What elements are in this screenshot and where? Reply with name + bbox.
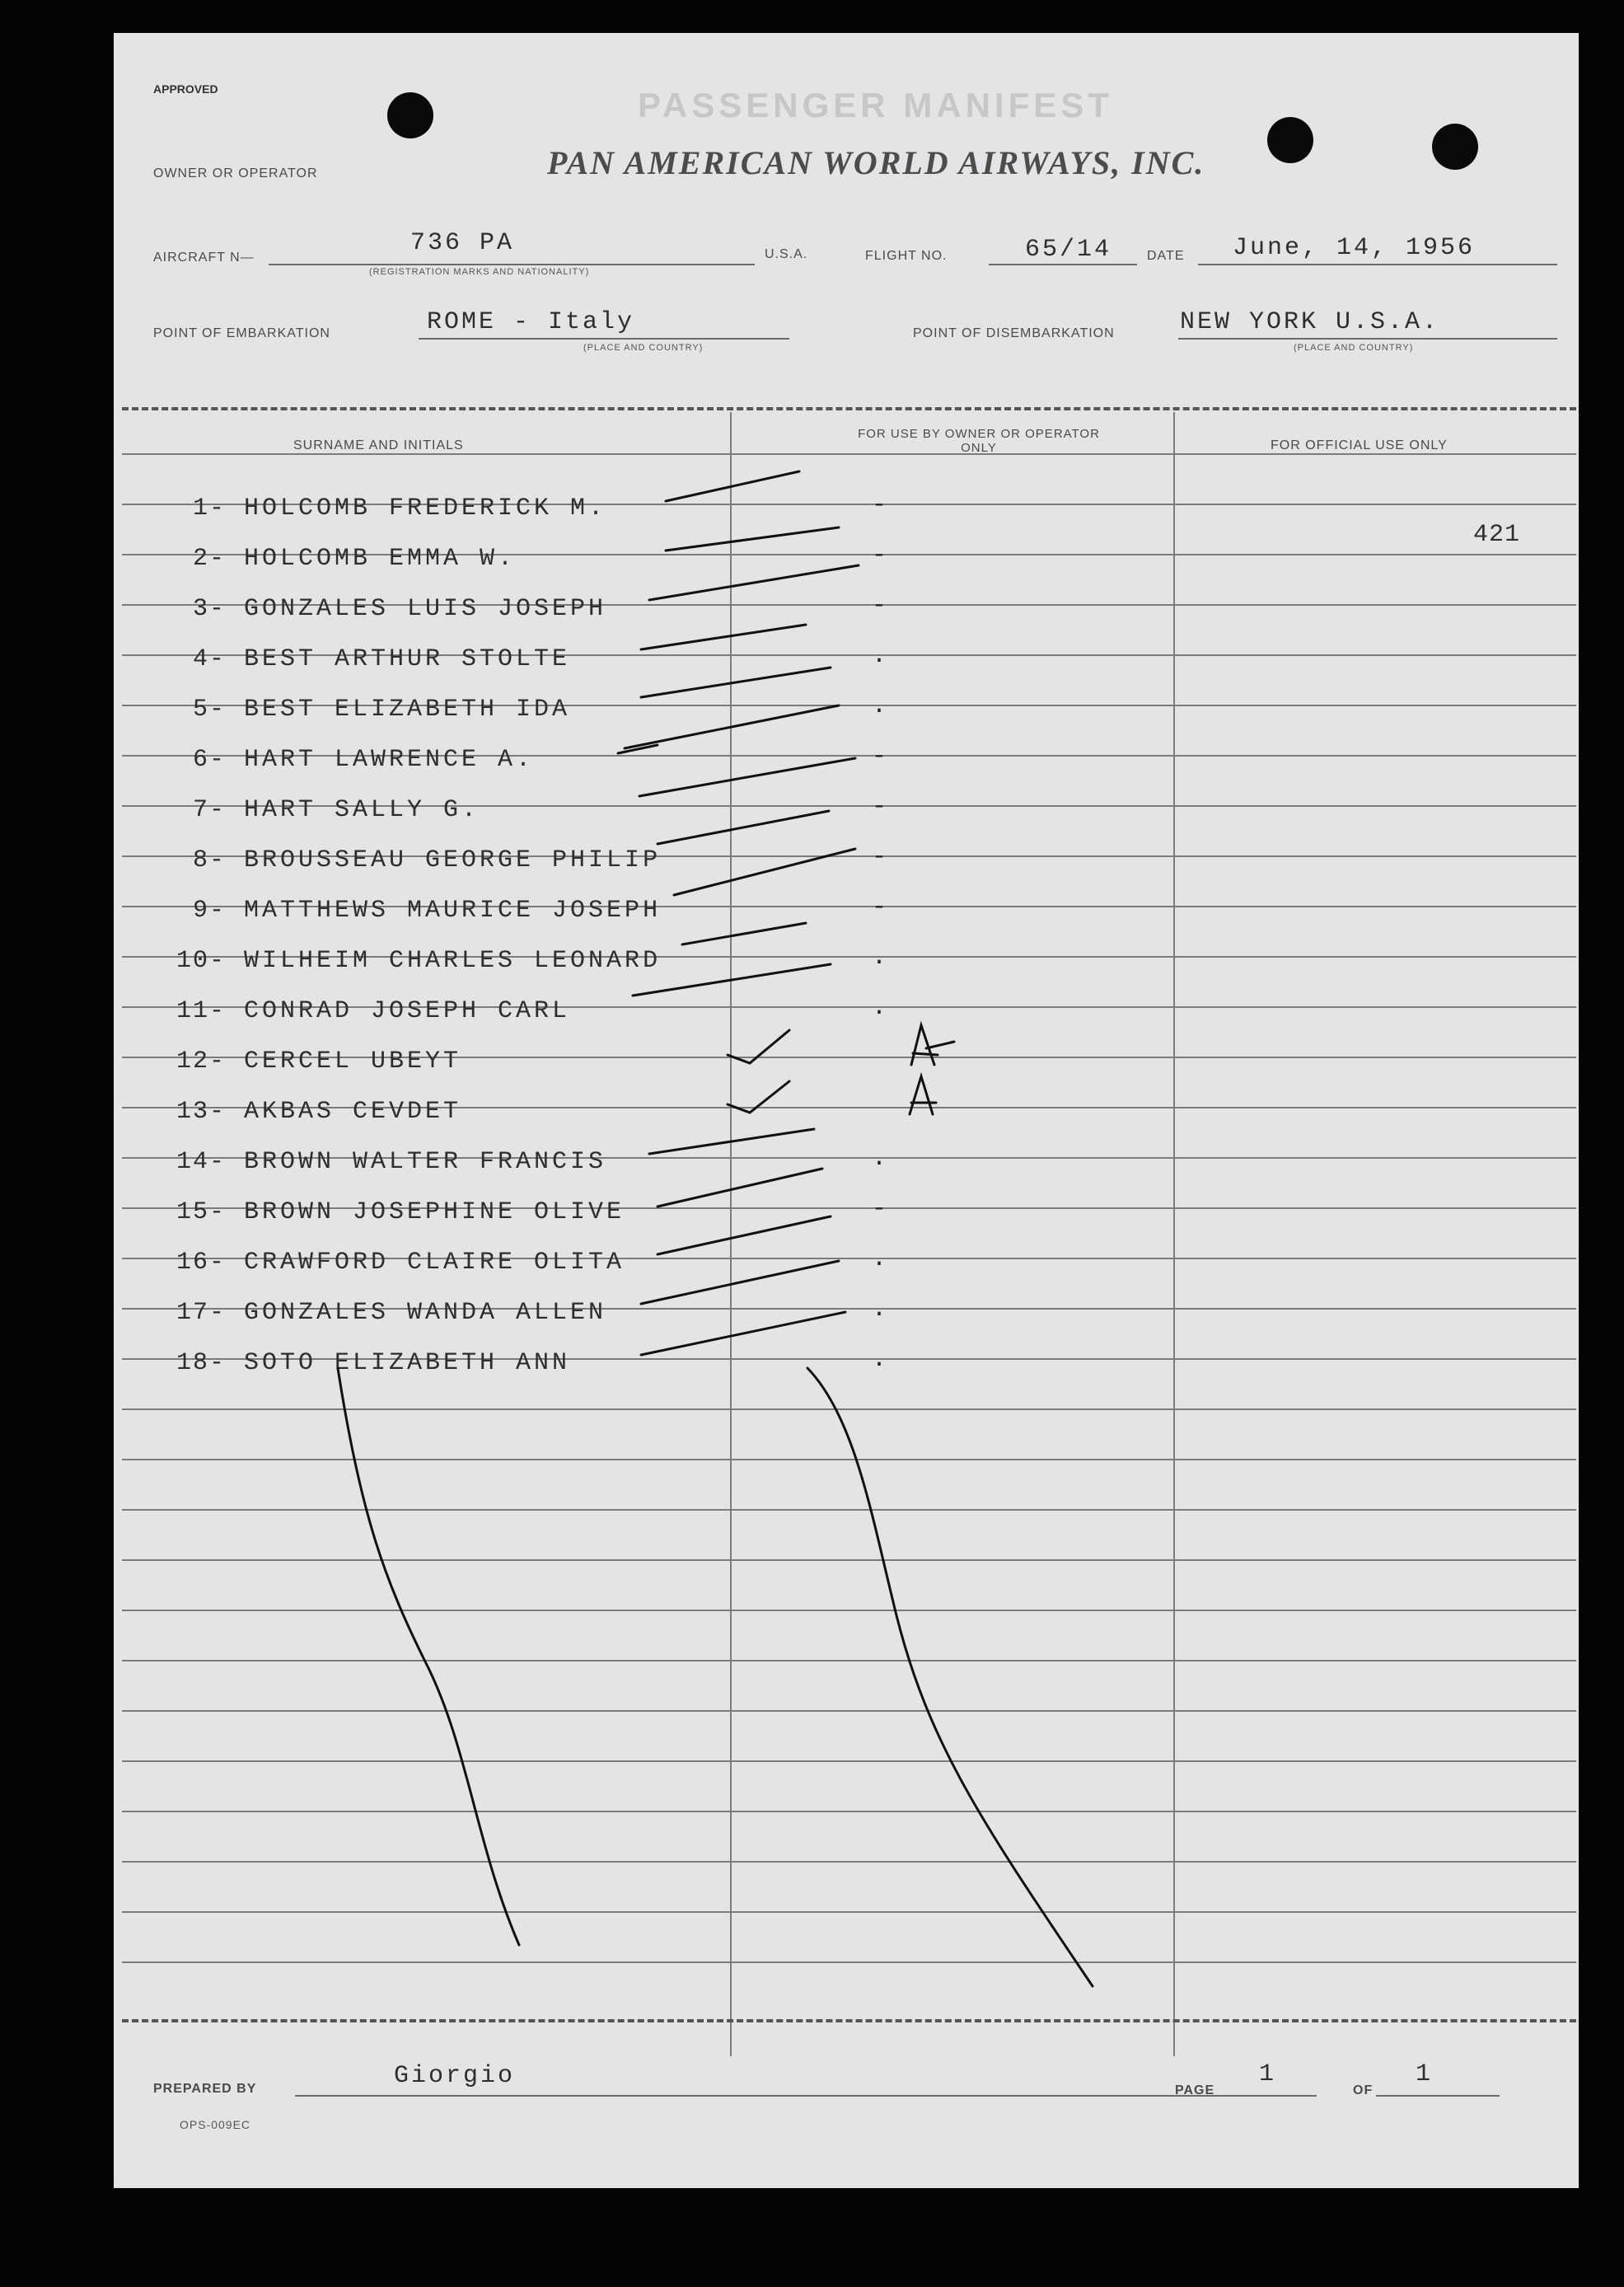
aircraft-value: 736 PA	[410, 229, 515, 257]
passenger-name: HOLCOMB EMMA W.	[244, 545, 517, 573]
passenger-name: BROWN JOSEPHINE OLIVE	[244, 1198, 625, 1226]
row-number: 3-	[192, 595, 226, 623]
disembark-value: NEW YORK U.S.A.	[1180, 308, 1440, 336]
row-number: 10-	[176, 947, 226, 975]
operator-mark: .	[872, 692, 887, 720]
row-number: 16-	[176, 1249, 226, 1277]
official-note: 421	[1473, 521, 1521, 549]
registration-note: (REGISTRATION MARKS AND NATIONALITY)	[369, 267, 590, 277]
prepared-value: Giorgio	[394, 2062, 516, 2090]
row-number: 8-	[192, 846, 226, 874]
passenger-name: WILHEIM CHARLES LEONARD	[244, 947, 662, 975]
operator-mark: -	[872, 743, 887, 771]
operator-mark: .	[872, 1245, 887, 1273]
row-number: 12-	[176, 1047, 226, 1076]
passenger-name: HOLCOMB FREDERICK M.	[244, 494, 607, 523]
usa-label: U.S.A.	[765, 247, 808, 261]
page-label: PAGE	[1175, 2083, 1215, 2097]
header-official-use: FOR OFFICIAL USE ONLY	[1271, 438, 1448, 452]
passenger-name: CONRAD JOSEPH CARL	[244, 997, 571, 1025]
passenger-name: GONZALES WANDA ALLEN	[244, 1299, 607, 1327]
operator-mark: -	[872, 541, 887, 569]
row-number: 1-	[192, 494, 226, 523]
row-number: 11-	[176, 997, 226, 1025]
row-number: 14-	[176, 1148, 226, 1176]
operator-mark: -	[872, 793, 887, 821]
operator-mark: .	[872, 1296, 887, 1324]
of-value: 1	[1416, 2060, 1434, 2088]
aircraft-label: AIRCRAFT N—	[153, 251, 255, 265]
ink-strokes	[114, 33, 1579, 2188]
disembark-label: POINT OF DISEMBARKATION	[913, 326, 1115, 340]
operator-mark: -	[872, 843, 887, 871]
page-value: 1	[1259, 2060, 1277, 2088]
flight-label: FLIGHT NO.	[865, 249, 948, 263]
passenger-name: GONZALES LUIS JOSEPH	[244, 595, 607, 623]
operator-mark: .	[872, 1145, 887, 1173]
header-owner-use: FOR USE BY OWNER OR OPERATOR ONLY	[858, 427, 1100, 455]
passenger-name: MATTHEWS MAURICE JOSEPH	[244, 897, 662, 925]
operator-mark: -	[872, 1195, 887, 1223]
passenger-name: BROWN WALTER FRANCIS	[244, 1148, 607, 1176]
operator-mark: -	[872, 491, 887, 519]
row-number: 15-	[176, 1198, 226, 1226]
approval-stamp: APPROVED	[153, 82, 218, 96]
row-number: 17-	[176, 1299, 226, 1327]
row-number: 4-	[192, 645, 226, 673]
operator-mark: .	[872, 642, 887, 670]
passenger-name: HART SALLY G.	[244, 796, 480, 824]
manifest-page	[114, 33, 1579, 2188]
passenger-name: CRAWFORD CLAIRE OLITA	[244, 1249, 625, 1277]
row-number: 13-	[176, 1098, 226, 1126]
date-value: June, 14, 1956	[1233, 234, 1476, 262]
operator-mark: .	[872, 944, 887, 972]
row-number: 18-	[176, 1349, 226, 1377]
row-number: 7-	[192, 796, 226, 824]
header-name: SURNAME AND INITIALS	[293, 438, 464, 452]
operator-mark: -	[872, 592, 887, 620]
operator-mark: -	[872, 893, 887, 921]
owner-label: OWNER OR OPERATOR	[153, 166, 318, 180]
flight-value: 65/14	[1025, 236, 1112, 264]
row-number: 2-	[192, 545, 226, 573]
passenger-name: SOTO ELIZABETH ANN	[244, 1349, 571, 1377]
operator-mark: .	[872, 1346, 887, 1374]
of-label: OF	[1353, 2083, 1374, 2097]
form-code: OPS-009EC	[180, 2118, 251, 2131]
form-title: PASSENGER MANIFEST	[638, 86, 1113, 124]
date-label: DATE	[1147, 249, 1185, 263]
prepared-label: PREPARED BY	[153, 2082, 257, 2096]
passenger-name: HART LAWRENCE A.	[244, 746, 535, 774]
embark-note: (PLACE AND COUNTRY)	[583, 343, 704, 353]
row-number: 9-	[192, 897, 226, 925]
passenger-name: BEST ELIZABETH IDA	[244, 696, 571, 724]
passenger-name: CERCEL UBEYT	[244, 1047, 462, 1076]
disembark-note: (PLACE AND COUNTRY)	[1294, 343, 1414, 353]
row-number: 6-	[192, 746, 226, 774]
embark-value: ROME - Italy	[427, 308, 635, 336]
row-number: 5-	[192, 696, 226, 724]
embark-label: POINT OF EMBARKATION	[153, 326, 330, 340]
airline-name: PAN AMERICAN WORLD AIRWAYS, INC.	[547, 144, 1205, 181]
passenger-name: BROUSSEAU GEORGE PHILIP	[244, 846, 662, 874]
operator-mark: .	[872, 994, 887, 1022]
passenger-name: AKBAS CEVDET	[244, 1098, 462, 1126]
passenger-name: BEST ARTHUR STOLTE	[244, 645, 571, 673]
